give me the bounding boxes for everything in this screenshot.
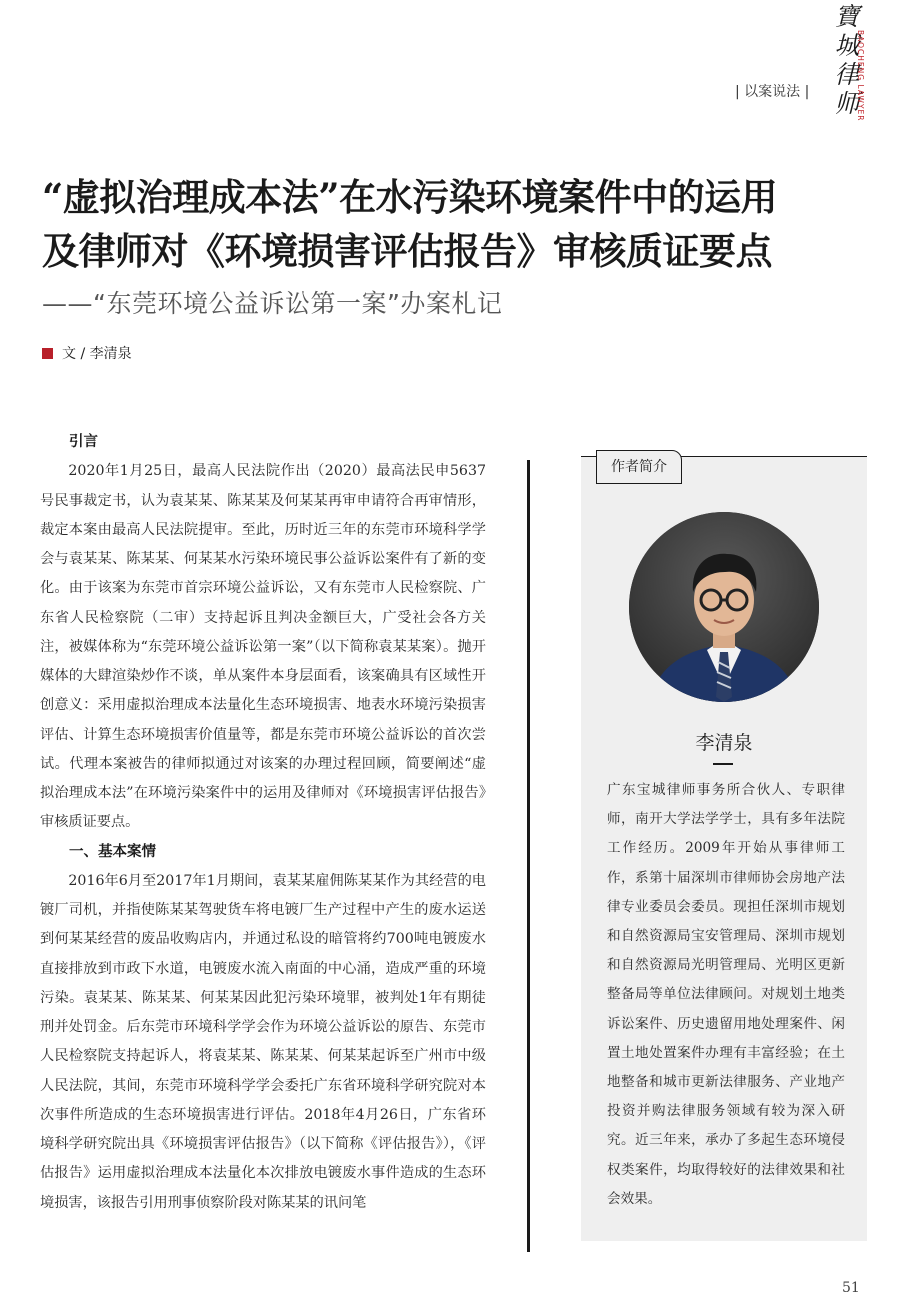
intro-paragraph: 2020年1月25日，最高人民法院作出（2020）最高法民申5637号民事裁定书，认为袁某某、陈某某及何某某再审申请符合再审情形，裁定本案由最高人民法院提审。至此，历时近三年的东莞市环境科学学会与袁某某、陈某某、何某某水污染环境民事公益诉讼案件有了新的变化。由于该案为东莞市首宗环境公益诉讼，又有东莞市人民检察院、广东省人民检察院（二审）支持起诉且判决金额巨大，广受社会各方关注，被媒体称为“东莞环境公益诉讼第一案”（以下简称袁某某案）。抛开媒体的大肆渲染炒作不谈，单从案件本身层面看，该案确具有区域性开创意义：采用虚拟治理成本法量化生态环境损害、地表水环境污染损害评估、计算生态环境损害价值量等，都是东莞市环境公益诉讼的首次尝试。代理本案被告的律师拟通过对该案的办理过程回顾，简要阐述“虚拟治理成本法”在环境污染案件中的运用及律师对《环境损害评估报告》审核质证要点。 <box>40 463 486 831</box>
intro-heading: 引言 <box>69 434 98 450</box>
logo-english <box>853 30 867 130</box>
article-body <box>40 428 486 1218</box>
sidebar-tab: 作者简介 <box>596 450 682 484</box>
page-number: 51 <box>842 1280 860 1296</box>
byline <box>42 343 132 363</box>
case-facts-paragraph: 2016年6月至2017年1月期间，袁某某雇佣陈某某作为其经营的电镀厂司机，并指使陈某某驾驶货车将电镀厂生产过程中产生的废水运送到何某某经营的废品收购店内，并通过私设的暗管将约700吨电镀废水直接排放到市政下水道，电镀废水流入南面的中心涌，造成严重的环境污染。袁某某、陈某某、何某某因此犯污染环境罪，被判处1年有期徒刑并处罚金。后东莞市环境科学学会作为环境公益诉讼的原告、东莞市人民检察院支持起诉人，将袁某某、陈某某、何某某起诉至广州市中级人民法院，其间，东莞市环境科学学会委托广东省环境科学研究院对本次事件所造成的生态环境损害进行评估。2018年4月26日，广东省环境科学研究院出具《环境损害评估报告》（以下简称《评估报告》），《评估报告》运用虚拟治理成本法量化本次排放电镀废水事件造成的生态环境损害，该报告引用刑事侦察阶段对陈某某的讯问笔 <box>40 872 486 1211</box>
column-tag: | 以案说法 | <box>735 84 810 100</box>
author-portrait-icon <box>629 512 819 702</box>
article-title <box>42 170 777 278</box>
author-name: 李清泉 <box>695 732 753 754</box>
title-line-1: “虚拟治理成本法”在水污染环境案件中的运用 <box>42 175 778 219</box>
name-underline <box>713 763 733 765</box>
logo-char: 师 <box>834 89 860 118</box>
column-divider <box>527 460 530 1252</box>
section-heading: 一、基本案情 <box>69 843 156 860</box>
author-photo <box>629 512 819 702</box>
logo-english-text: BAOCHENG LAWYER <box>856 30 865 122</box>
title-line-2: 及律师对《环境损害评估报告》审核质证要点 <box>42 229 772 273</box>
byline-text: 文 / 李清泉 <box>62 346 132 362</box>
logo-char: 城 <box>834 31 860 60</box>
logo-char: 律 <box>834 60 860 89</box>
author-bio: 广东宝城律师事务所合伙人、专职律师，南开大学法学学士，具有多年法院工作经历。2009年开始从事律师工作，系第十届深圳市律师协会房地产法律专业委员会委员。现担任深圳市规划和自然资源局宝安管理局、深圳市规划和自然资源局光明管理局、光明区更新整备局等单位法律顾问。对规划土地类诉讼案件、历史遗留用地处理案件、闲置土地处置案件办理有丰富经验；在土地整备和城市更新法律服务、产业地产投资并购法律服务领域有较为深入研究。近三年来，承办了多起生态环境侵权类案件，均取得较好的法律效果和社会效果。 <box>607 782 845 1207</box>
logo-char: 寶 <box>834 2 860 31</box>
article-subtitle: ——“东莞环境公益诉讼第一案”办案札记 <box>42 289 503 318</box>
red-square-icon <box>42 348 53 359</box>
